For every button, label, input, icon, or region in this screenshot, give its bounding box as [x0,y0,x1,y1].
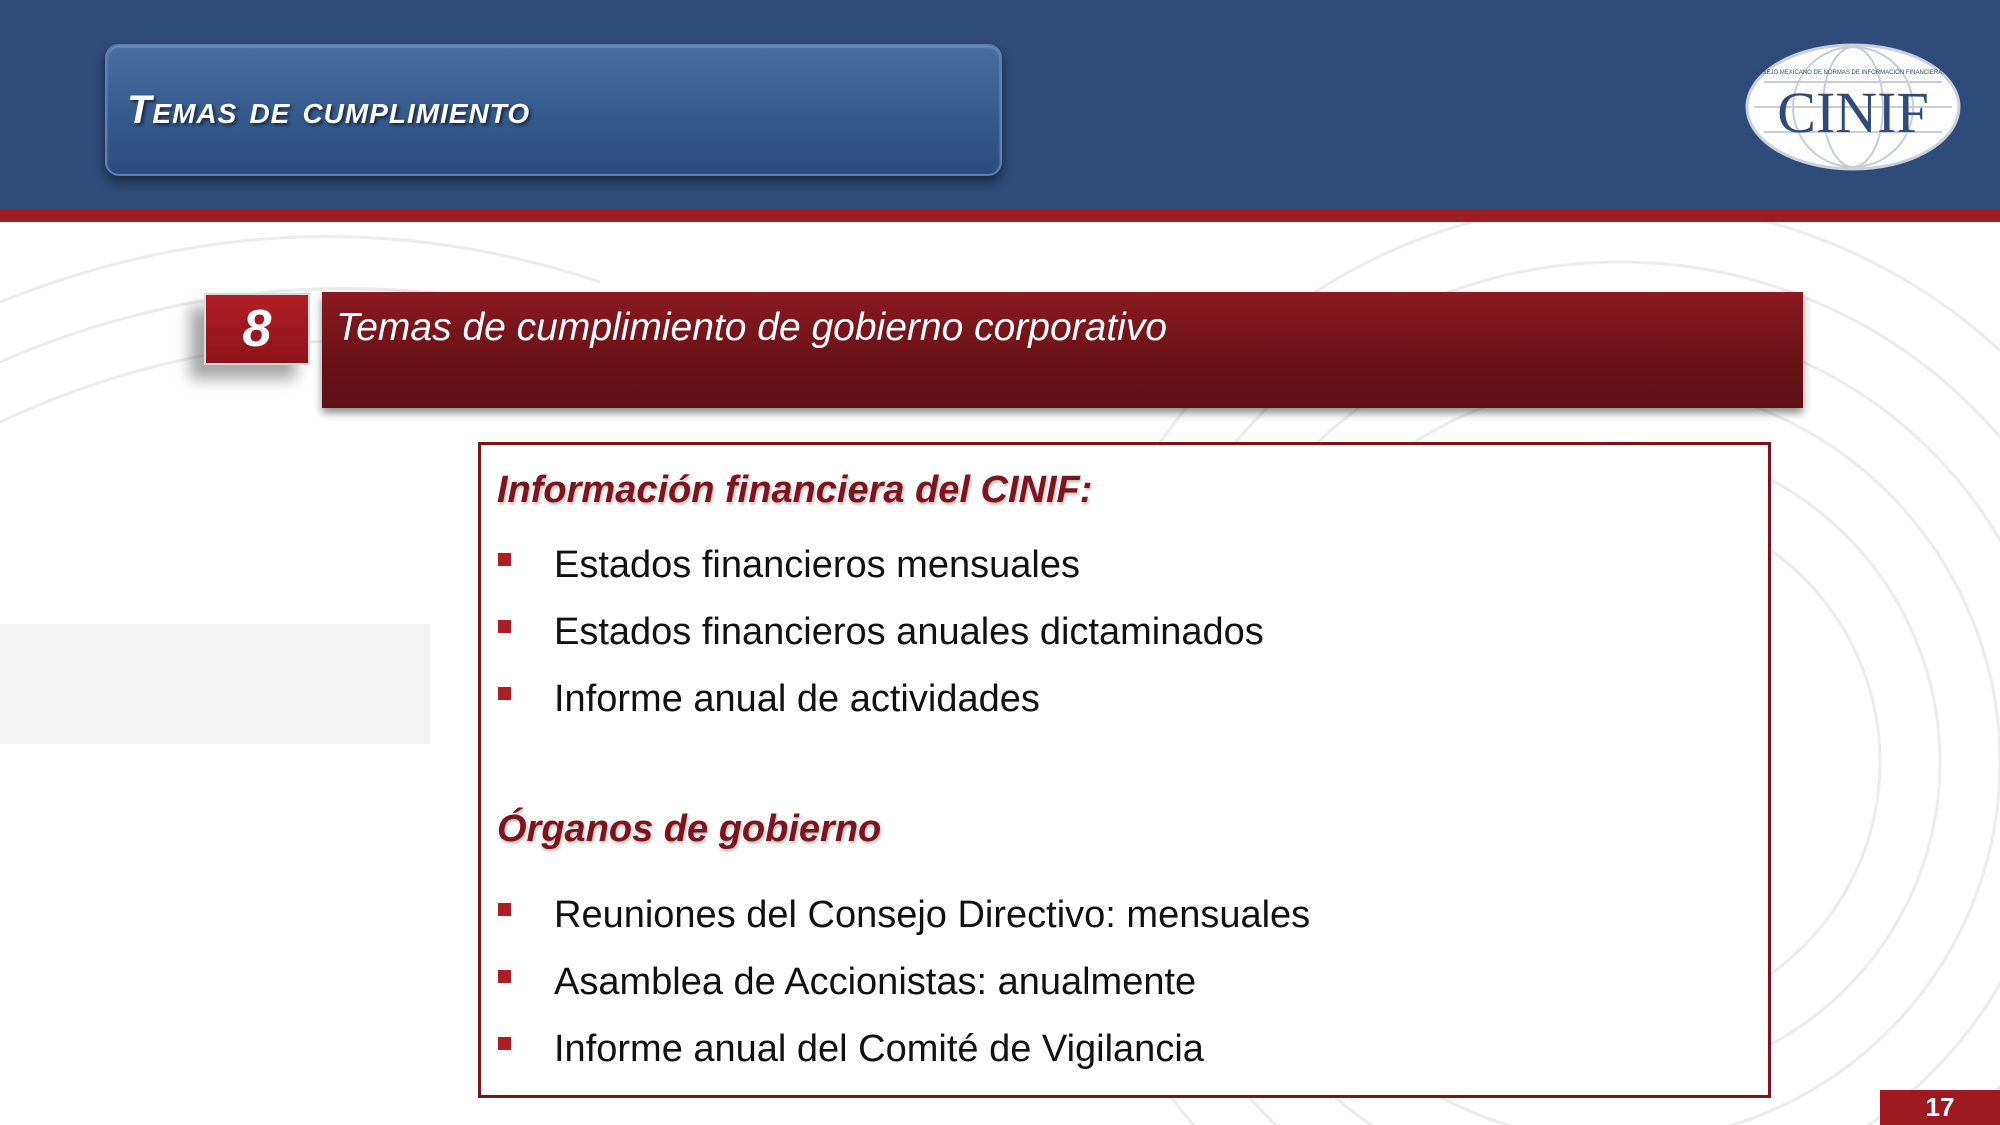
header-stripe [0,210,2000,222]
header-bar [0,0,2000,210]
square-bullet-icon [498,620,511,633]
cinif-logo-icon [1744,42,1962,172]
section-number-badge: 8 [204,293,310,365]
svg-text:CONSEJO MEXICANO DE NORMAS DE: CONSEJO MEXICANO DE NORMAS DE INFORMACIÓN FINANCIERA, A.C. [1749,70,1957,76]
group-heading-governance: Órganos de gobierno [497,808,882,850]
square-bullet-icon [498,970,511,983]
square-bullet-icon [498,903,511,916]
title-panel [105,44,1002,176]
content-panel: Información financiera del CINIF: Estados financieros mensuales Estados financieros anuales dictaminados Informe anual de actividades Órganos de gobierno Reuniones del Consejo Directivo: mensuales Asamblea de Accionistas: anualmente Informe anual del Comité de Vigilancia [478,442,1771,1098]
section-title-bar [322,292,1803,408]
svg-text:CINIF: CINIF [1777,80,1929,145]
group-heading-financial-info: Información financiera del CINIF: [497,469,1093,511]
page-number: 17 [1880,1090,2000,1125]
page-title: Temas de cumplimiento [127,88,531,132]
section-title: Temas de cumplimiento de gobierno corporativo [336,306,1168,349]
square-bullet-icon [498,1037,511,1050]
square-bullet-icon [498,687,511,700]
square-bullet-icon [498,553,511,566]
